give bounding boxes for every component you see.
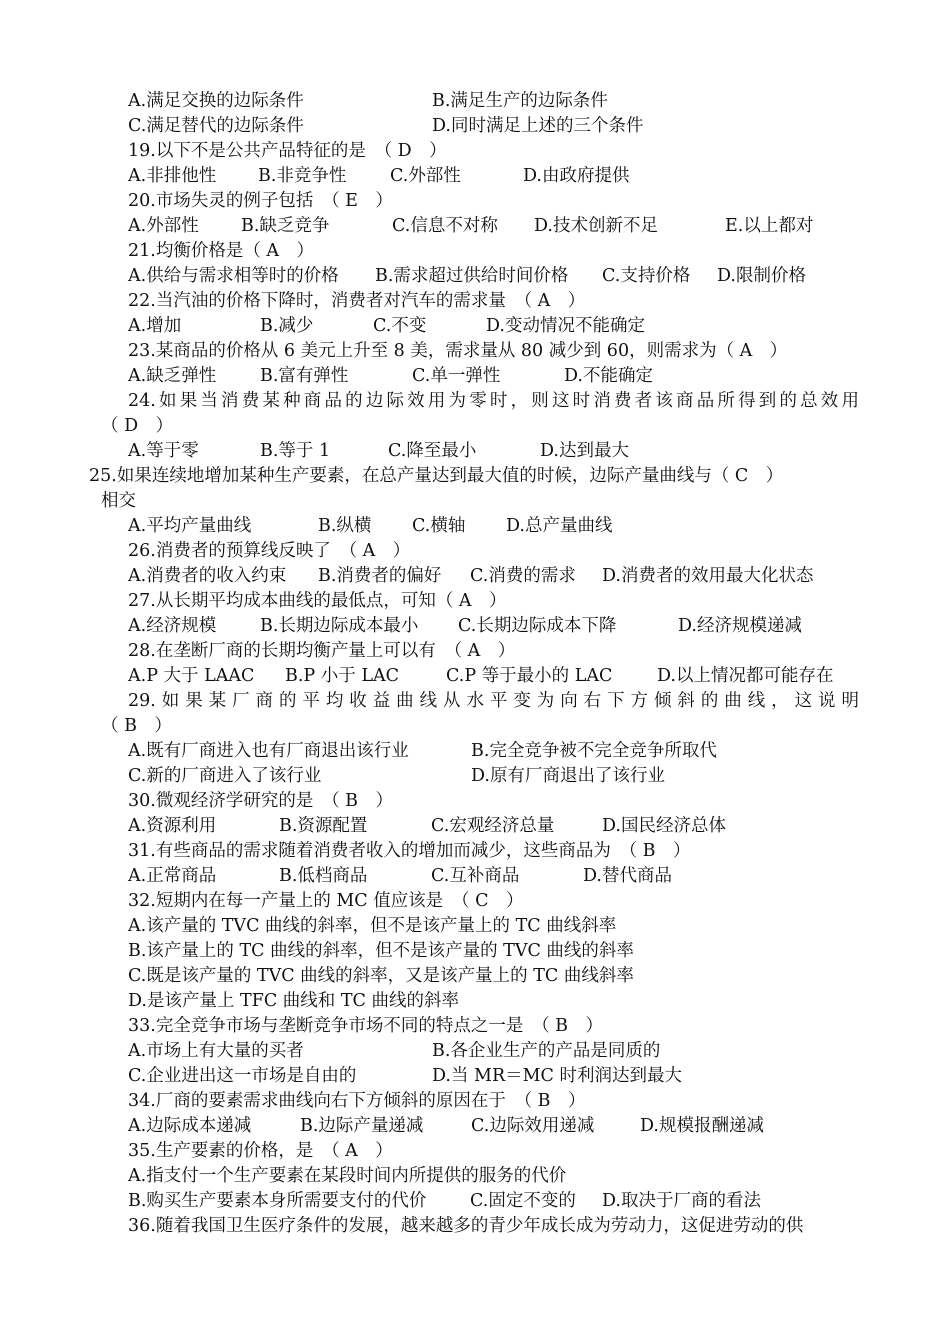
question-30-options — [128, 814, 848, 839]
option-b: B.富有弹性 — [260, 366, 349, 386]
question-22: 22.当汽油的价格下降时，消费者对汽车的需求量 （ A ） — [128, 291, 586, 311]
option-b: B.纵横 — [318, 516, 372, 536]
option-c: C.不变 — [373, 316, 427, 336]
option-d: D.经济规模递减 — [678, 616, 802, 636]
option-c: C.固定不变的 — [470, 1191, 576, 1211]
option-c: C.企业进出这一市场是自由的 — [128, 1066, 357, 1086]
option-b: B.减少 — [260, 316, 314, 336]
question-23-options — [128, 364, 848, 389]
option-c: C.既是该产量的 TVC 曲线的斜率，又是该产量上的 TC 曲线斜率 — [128, 966, 634, 986]
option-d: D.限制价格 — [717, 266, 806, 286]
question-22-options — [128, 314, 848, 339]
option-d: D.变动情况不能确定 — [486, 316, 645, 336]
option-c: C.P 等于最小的 LAC — [446, 666, 613, 686]
question-21: 21.均衡价格是（ A ） — [128, 241, 315, 261]
option-c: C.消费的需求 — [470, 566, 576, 586]
question-34: 34.厂商的要素需求曲线向右下方倾斜的原因在于 （ B ） — [128, 1091, 586, 1111]
option-c: C.新的厂商进入了该行业 — [128, 766, 322, 786]
option-b: B.非竞争性 — [258, 166, 347, 186]
option-a: A.P 大于 LAAC — [128, 666, 255, 686]
option-a: A.平均产量曲线 — [128, 516, 252, 536]
question-25: 25.如果连续地增加某种生产要素，在总产量达到最大值的时候，边际产量曲线与（ C ） — [89, 466, 784, 486]
option-c: C.降至最小 — [388, 441, 477, 461]
question-29-options — [128, 739, 848, 764]
question-19: 19.以下不是公共产品特征的是 （ D ） — [128, 141, 447, 161]
question-36: 36.随着我国卫生医疗条件的发展，越来越多的青少年成长成为劳动力，这促进劳动的供 — [128, 1216, 804, 1236]
question-21-options — [128, 264, 848, 289]
question-19-options — [128, 164, 848, 189]
question-27: 27.从长期平均成本曲线的最低点，可知（ A ） — [128, 591, 507, 611]
option-d: D.国民经济总体 — [602, 816, 726, 836]
question-34-options — [128, 1114, 848, 1139]
option-a: A.资源利用 — [128, 816, 217, 836]
option-c: C.边际效用递减 — [471, 1116, 595, 1136]
option-d: D.取决于厂商的看法 — [602, 1191, 761, 1211]
option-d: D.达到最大 — [540, 441, 629, 461]
option-d: D.同时满足上述的三个条件 — [432, 116, 644, 136]
option-b: B.需求超过供给时间价格 — [375, 266, 569, 286]
option-c: C.单一弹性 — [412, 366, 501, 386]
option-d: D.是该产量上 TFC 曲线和 TC 曲线的斜率 — [128, 991, 459, 1011]
question-23: 23.某商品的价格从 6 美元上升至 8 美，需求量从 80 减少到 60，则需求为（ A ） — [128, 341, 788, 361]
option-e: E.以上都对 — [725, 216, 814, 236]
option-a: A.消费者的收入约束 — [128, 566, 287, 586]
option-b: B.该产量上的 TC 曲线的斜率，但不是该产量的 TVC 曲线的斜率 — [128, 941, 634, 961]
option-c: C.外部性 — [390, 166, 461, 186]
option-a: A.供给与需求相等时的价格 — [128, 266, 339, 286]
option-a: A.市场上有大量的买者 — [128, 1041, 304, 1061]
option-b: B.缺乏竞争 — [241, 216, 330, 236]
question-26: 26.消费者的预算线反映了 （ A ） — [128, 541, 411, 561]
option-d: D.技术创新不足 — [534, 216, 658, 236]
option-a: A.增加 — [128, 316, 182, 336]
question-25-continuation: 相交 — [101, 491, 136, 511]
question-20-options — [128, 214, 848, 239]
question-24: 24.如果当消费某种商品的边际效用为零时，则这时消费者该商品所得到的总效用 — [128, 391, 859, 411]
option-c: C.长期边际成本下降 — [458, 616, 617, 636]
question-25-options — [128, 514, 848, 539]
option-a: A.等于零 — [128, 441, 199, 461]
question-27-options — [128, 614, 848, 639]
question-24-options — [128, 439, 848, 464]
question-28-options — [128, 664, 848, 689]
option-a: A.正常商品 — [128, 866, 217, 886]
option-b: B.满足生产的边际条件 — [432, 91, 608, 111]
option-b: B.低档商品 — [279, 866, 368, 886]
option-c: C.互补商品 — [431, 866, 520, 886]
option-b: B.购买生产要素本身所需要支付的代价 — [128, 1191, 427, 1211]
option-a: A.缺乏弹性 — [128, 366, 217, 386]
question-20: 20.市场失灵的例子包括 （ E ） — [128, 191, 393, 211]
option-c: C.信息不对称 — [392, 216, 498, 236]
option-row — [128, 89, 848, 114]
question-32: 32.短期内在每一产量上的 MC 值应该是 （ C ） — [128, 891, 524, 911]
option-d: D.总产量曲线 — [506, 516, 613, 536]
question-33-options — [128, 1064, 848, 1089]
option-b: B.边际产量递减 — [300, 1116, 424, 1136]
question-31: 31.有些商品的需求随着消费者收入的增加而减少，这些商品为 （ B ） — [128, 841, 691, 861]
question-29: 29.如果某厂商的平均收益曲线从水平变为向右下方倾斜的曲线，这说明 — [128, 691, 859, 711]
option-a: A.满足交换的边际条件 — [128, 91, 304, 111]
option-c: C.宏观经济总量 — [431, 816, 555, 836]
question-30: 30.微观经济学研究的是 （ B ） — [128, 791, 394, 811]
option-a: A.既有厂商进入也有厂商退出该行业 — [128, 741, 409, 761]
option-b: B.P 小于 LAC — [285, 666, 399, 686]
option-b: B.消费者的偏好 — [318, 566, 442, 586]
question-29-options — [128, 764, 848, 789]
option-d: D.当 MR＝MC 时利润达到最大 — [432, 1066, 682, 1086]
option-a: A.外部性 — [128, 216, 199, 236]
option-a: A.该产量的 TVC 曲线的斜率，但不是该产量上的 TC 曲线斜率 — [128, 916, 617, 936]
option-b: B.各企业生产的产品是同质的 — [432, 1041, 661, 1061]
question-31-options — [128, 864, 848, 889]
option-b: B.资源配置 — [279, 816, 368, 836]
option-d: D.替代商品 — [583, 866, 672, 886]
question-24-answer: （ D ） — [101, 416, 174, 436]
option-d: D.不能确定 — [564, 366, 653, 386]
question-29-answer: （ B ） — [101, 716, 172, 736]
question-33: 33.完全竞争市场与垄断竞争市场不同的特点之一是 （ B ） — [128, 1016, 604, 1036]
option-c: C.支持价格 — [602, 266, 691, 286]
option-d: D.以上情况都可能存在 — [657, 666, 834, 686]
option-d: D.原有厂商退出了该行业 — [471, 766, 665, 786]
option-row — [128, 114, 848, 139]
option-b: B.完全竞争被不完全竞争所取代 — [471, 741, 717, 761]
option-d: D.规模报酬递减 — [640, 1116, 764, 1136]
option-c: C.满足替代的边际条件 — [128, 116, 304, 136]
question-35: 35.生产要素的价格，是 （ A ） — [128, 1141, 393, 1161]
option-a: A.非排他性 — [128, 166, 217, 186]
option-c: C.横轴 — [412, 516, 466, 536]
option-a: A.边际成本递减 — [128, 1116, 252, 1136]
option-d: D.由政府提供 — [523, 166, 630, 186]
question-33-options — [128, 1039, 848, 1064]
question-35-options — [128, 1189, 848, 1214]
question-28: 28.在垄断厂商的长期均衡产量上可以有 （ A ） — [128, 641, 516, 661]
option-a: A.指支付一个生产要素在某段时间内所提供的服务的代价 — [128, 1166, 567, 1186]
question-26-options — [128, 564, 848, 589]
option-b: B.等于 1 — [260, 441, 331, 461]
option-b: B.长期边际成本最小 — [260, 616, 419, 636]
option-d: D.消费者的效用最大化状态 — [602, 566, 814, 586]
option-a: A.经济规模 — [128, 616, 217, 636]
